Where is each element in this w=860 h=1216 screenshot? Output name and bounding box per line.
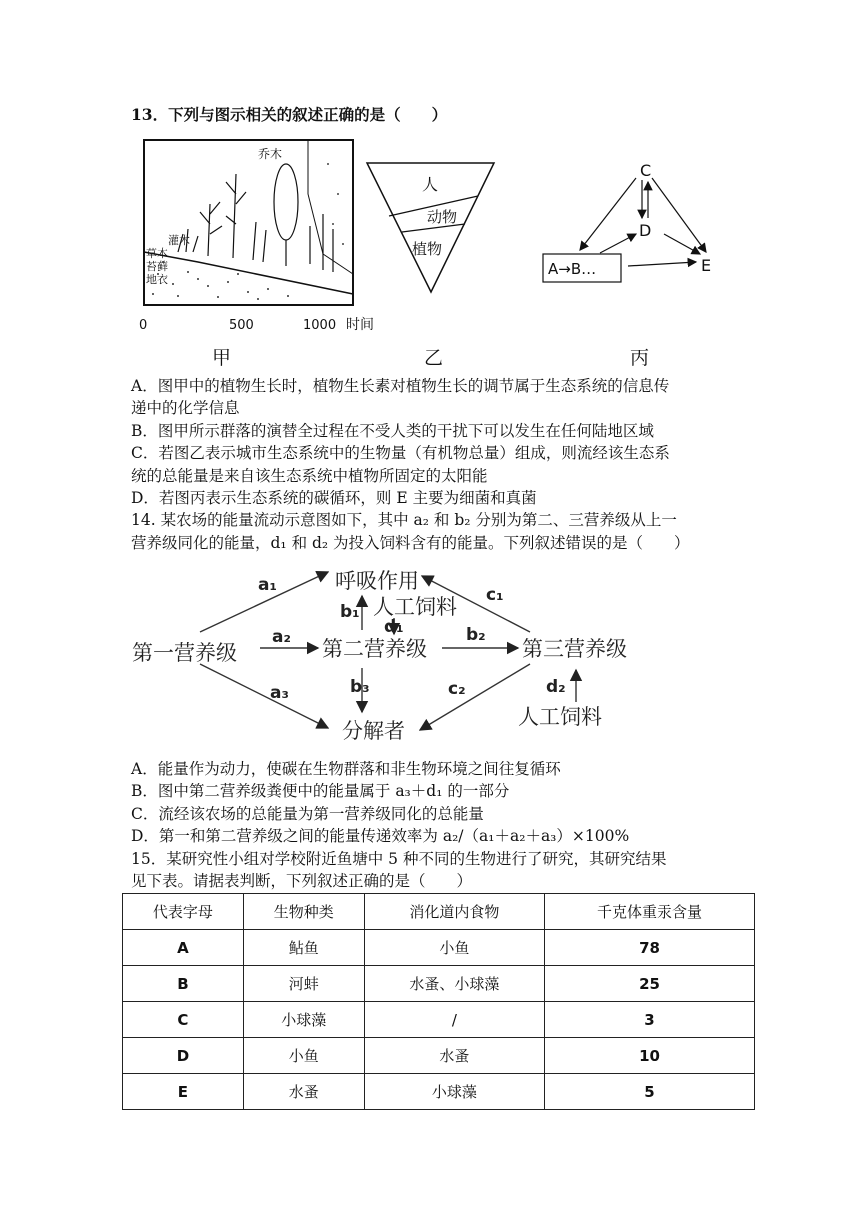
edge-b3: b₃ bbox=[350, 677, 370, 697]
header-food: 消化道内食物 bbox=[364, 894, 544, 930]
cell-food: 水蚤 bbox=[364, 1038, 544, 1074]
cell-species: 鲇鱼 bbox=[243, 930, 364, 966]
edge-c1: c₁ bbox=[486, 585, 504, 605]
edge-a1: a₁ bbox=[258, 575, 277, 595]
node-respiration: 呼吸作用 bbox=[335, 569, 419, 593]
figure-bing bbox=[540, 156, 730, 291]
node-decomposer: 分解者 bbox=[342, 719, 405, 743]
edge-d1: d₁ bbox=[384, 617, 404, 637]
cell-species: 水蚤 bbox=[243, 1074, 364, 1110]
edge-d2: d₂ bbox=[546, 677, 566, 697]
caption-yi: 乙 bbox=[424, 347, 444, 369]
cell-mercury: 10 bbox=[545, 1038, 755, 1074]
q14-option-d: D．第一和第二营养级之间的能量传递效率为 a₂/（a₁＋a₂＋a₃）×100% bbox=[131, 827, 630, 845]
level-zhiwu: 植物 bbox=[412, 240, 443, 258]
node-feed-2: 人工饲料 bbox=[518, 705, 602, 729]
edge-a3: a₃ bbox=[270, 683, 289, 703]
cell-letter: A bbox=[123, 930, 244, 966]
cell-mercury: 25 bbox=[545, 966, 755, 1002]
node-d: D bbox=[639, 221, 652, 240]
q13-option-c-line1: C．若图乙表示城市生态系统中的生物量（有机物总量）组成，则流经该生态系 bbox=[131, 444, 670, 462]
energy-flow-diagram bbox=[130, 560, 650, 750]
q13-option-b: B．图甲所示群落的演替全过程在不受人类的干扰下可以发生在任何陆地区域 bbox=[131, 422, 654, 440]
node-trophic-2: 第二营养级 bbox=[322, 637, 427, 661]
axis-tick-500: 500 bbox=[229, 318, 254, 333]
q14-option-b: B．图中第二营养级粪便中的能量属于 a₃＋d₁ 的一部分 bbox=[131, 782, 510, 800]
table-header-row bbox=[123, 894, 755, 930]
node-e: E bbox=[701, 256, 712, 275]
edge-b1: b₁ bbox=[340, 602, 360, 622]
cell-mercury: 78 bbox=[545, 930, 755, 966]
caption-jia: 甲 bbox=[212, 347, 232, 369]
table-row bbox=[123, 1074, 755, 1110]
label-caoben: 草本 bbox=[146, 247, 168, 260]
mercury-table bbox=[122, 893, 755, 1110]
label-taixian: 苔藓 bbox=[146, 260, 168, 273]
q15-stem-line1: 15．某研究性小组对学校附近鱼塘中 5 种不同的生物进行了研究，其研究结果 bbox=[131, 850, 667, 868]
node-trophic-1: 第一营养级 bbox=[132, 641, 237, 665]
q13-option-a-line1: A．图甲中的植物生长时，植物生长素对植物生长的调节属于生态系统的信息传 bbox=[131, 377, 670, 395]
level-dongwu: 动物 bbox=[427, 208, 458, 226]
table-row bbox=[123, 930, 755, 966]
axis-tick-0: 0 bbox=[139, 318, 148, 333]
cell-mercury: 3 bbox=[545, 1002, 755, 1038]
cell-food: 水蚤、小球藻 bbox=[364, 966, 544, 1002]
table-row bbox=[123, 1038, 755, 1074]
edge-a2: a₂ bbox=[272, 627, 291, 647]
table-row bbox=[123, 966, 755, 1002]
axis-tick-1000: 1000 bbox=[303, 318, 337, 333]
q14-stem-line1: 14. 某农场的能量流动示意图如下，其中 a₂ 和 b₂ 分别为第二、三营养级从上一 bbox=[131, 511, 677, 529]
cell-mercury: 5 bbox=[545, 1074, 755, 1110]
figure-jia bbox=[138, 134, 388, 334]
figure-yi bbox=[364, 160, 499, 295]
q15-stem-line2: 见下表。请据表判断，下列叙述正确的是（ ） bbox=[131, 872, 473, 890]
level-ren: 人 bbox=[422, 175, 439, 194]
header-species: 生物种类 bbox=[243, 894, 364, 930]
cell-letter: D bbox=[123, 1038, 244, 1074]
node-trophic-3: 第三营养级 bbox=[522, 637, 627, 661]
cell-species: 小球藻 bbox=[243, 1002, 364, 1038]
node-feed-1: 人工饲料 bbox=[373, 595, 457, 619]
q13-stem: 13．下列与图示相关的叙述正确的是（ ） bbox=[131, 105, 448, 124]
header-mercury: 千克体重汞含量 bbox=[545, 894, 755, 930]
q14-option-a: A．能量作为动力，使碳在生物群落和非生物环境之间往复循环 bbox=[131, 760, 561, 778]
label-qiaomu: 乔木 bbox=[258, 147, 283, 161]
cell-letter: C bbox=[123, 1002, 244, 1038]
cell-food: 小鱼 bbox=[364, 930, 544, 966]
node-ab: A→B… bbox=[548, 260, 597, 278]
q13-option-a-line2: 递中的化学信息 bbox=[131, 399, 240, 417]
q13-option-c-line2: 统的总能量是来自该生态系统中植物所固定的太阳能 bbox=[131, 467, 488, 485]
cell-species: 小鱼 bbox=[243, 1038, 364, 1074]
q13-option-d: D．若图丙表示生态系统的碳循环，则 E 主要为细菌和真菌 bbox=[131, 489, 537, 507]
axis-label-time: 时间 bbox=[346, 317, 374, 333]
label-diyi: 地衣 bbox=[146, 273, 168, 286]
cell-food: 小球藻 bbox=[364, 1074, 544, 1110]
cell-letter: E bbox=[123, 1074, 244, 1110]
table-row bbox=[123, 1002, 755, 1038]
node-c: C bbox=[640, 161, 652, 180]
q14-stem-line2: 营养级同化的能量，d₁ 和 d₂ 为投入饲料含有的能量。下列叙述错误的是（ ） bbox=[131, 534, 690, 552]
edge-c2: c₂ bbox=[448, 679, 466, 699]
cell-letter: B bbox=[123, 966, 244, 1002]
caption-bing: 丙 bbox=[630, 347, 650, 369]
q14-option-c: C．流经该农场的总能量为第一营养级同化的总能量 bbox=[131, 805, 484, 823]
header-letter: 代表字母 bbox=[123, 894, 244, 930]
cell-species: 河蚌 bbox=[243, 966, 364, 1002]
cell-food: / bbox=[364, 1002, 544, 1038]
label-guanmu: 灌木 bbox=[168, 234, 190, 247]
edge-b2: b₂ bbox=[466, 625, 486, 645]
